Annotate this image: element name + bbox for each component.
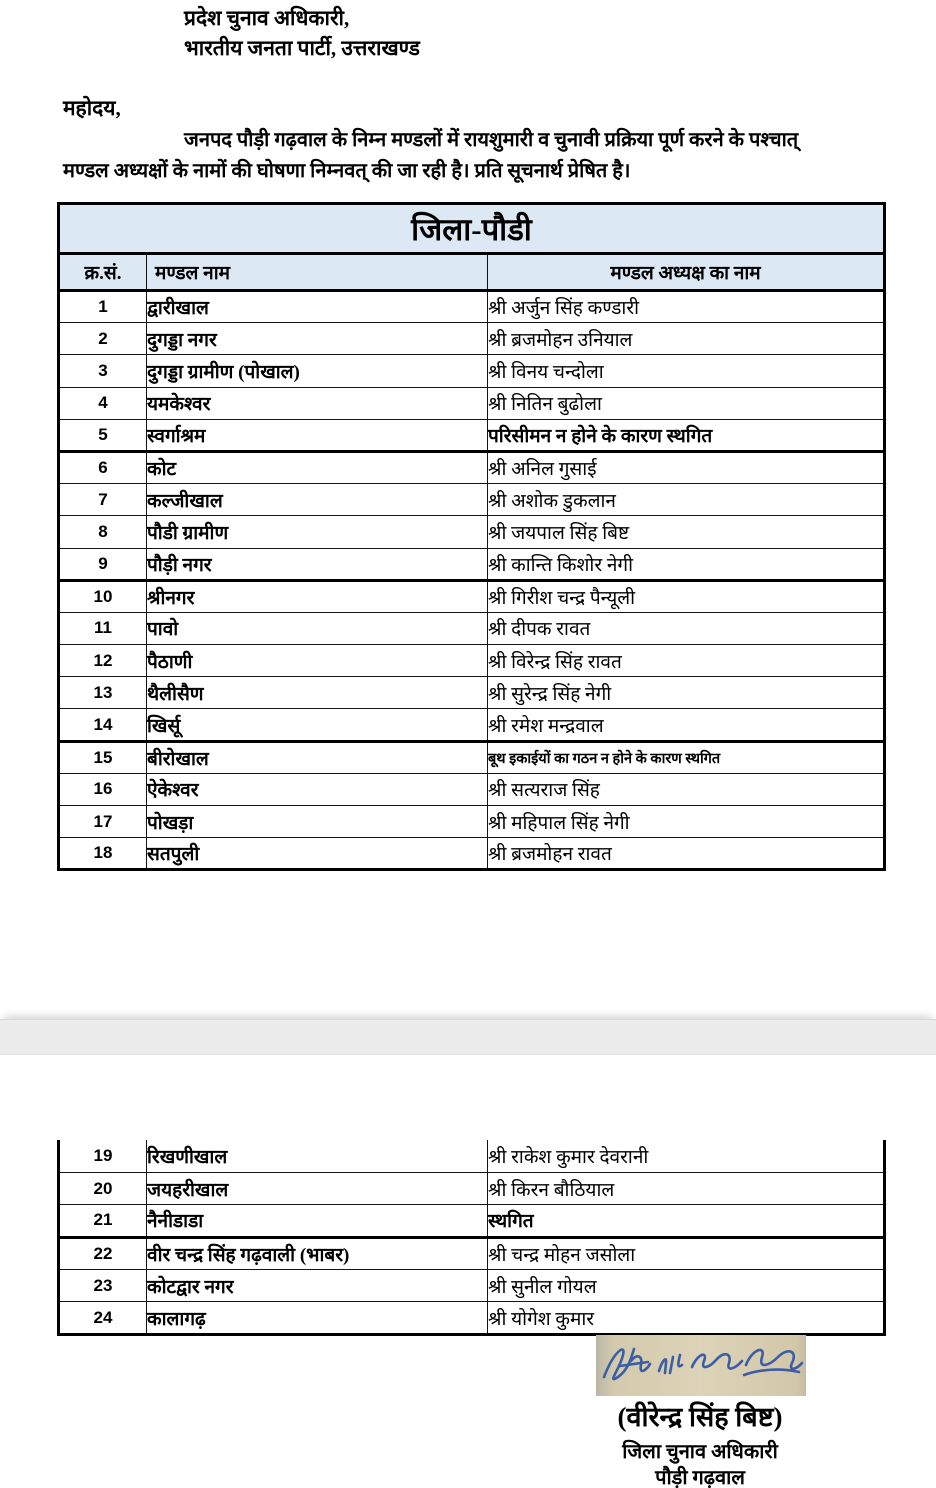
table-row [59, 355, 885, 387]
mandal-name-cell: बीरोखाल [147, 741, 488, 773]
signature-scribble [596, 1335, 806, 1396]
row-number-cell: 17 [59, 806, 147, 838]
row-number-cell: 15 [59, 741, 147, 773]
table-row [59, 709, 885, 741]
president-name-cell: श्री सत्यराज सिंह [488, 773, 885, 805]
row-number-cell: 10 [59, 580, 147, 612]
mandal-name-cell: थैलीसैण [147, 677, 488, 709]
table-row [59, 484, 885, 516]
mandal-name-cell: पौड़ी नगर [147, 548, 488, 580]
president-name-cell: श्री विनय चन्दोला [488, 355, 885, 387]
table-row [59, 1172, 885, 1204]
row-number-cell: 8 [59, 516, 147, 548]
table-row [59, 806, 885, 838]
table-row [59, 419, 885, 451]
table-header-row [59, 254, 885, 291]
mandal-name-cell: कोटद्वार नगर [147, 1270, 488, 1302]
table-row [59, 1140, 885, 1172]
mandal-name-cell: नैनीडाडा [147, 1205, 488, 1237]
table-row [59, 773, 885, 805]
president-name-cell: श्री अनिल गुसाई [488, 451, 885, 483]
president-name-cell: श्री अर्जुन सिंह कण्डारी [488, 291, 885, 323]
mandal-table-continued [57, 1140, 886, 1336]
president-name-cell: श्री ब्रजमोहन उनियाल [488, 323, 885, 355]
body-text-line2: मण्डल अध्यक्षों के नामों की घोषणा निम्नवत् की जा रही है। प्रति सूचनार्थ प्रेषित है। [63, 160, 631, 182]
president-name-cell: बूथ इकाईयों का गठन न होने के कारण स्थगित [488, 741, 885, 773]
mandal-name-cell: स्वर्गाश्रम [147, 419, 488, 451]
mandal-name-cell: खिर्सू [147, 709, 488, 741]
row-number-cell: 14 [59, 709, 147, 741]
salutation: महोदय, [63, 96, 121, 120]
table-row [59, 451, 885, 483]
president-name-cell: श्री राकेश कुमार देवरानी [488, 1140, 885, 1172]
mandal-name-cell: सतपुली [147, 838, 488, 870]
table-row [59, 516, 885, 548]
row-number-cell: 12 [59, 645, 147, 677]
row-number-cell: 23 [59, 1270, 147, 1302]
mandal-name-cell: वीर चन्द्र सिंह गढ़वाली (भाबर) [147, 1237, 488, 1269]
signature-image [596, 1335, 806, 1396]
mandal-name-cell: पोखड़ा [147, 806, 488, 838]
table-row [59, 323, 885, 355]
signatory-name: (वीरेन्द्र सिंह बिष्ट) [617, 1402, 783, 1432]
table-row [59, 1237, 885, 1269]
president-name-cell: श्री कान्ति किशोर नेगी [488, 548, 885, 580]
table-title: जिला-पौडी [59, 204, 885, 254]
president-name-cell: श्री रमेश मन्द्रवाल [488, 709, 885, 741]
table-row [59, 1302, 885, 1334]
row-number-cell: 22 [59, 1237, 147, 1269]
table-row [59, 548, 885, 580]
president-name-cell: श्री गिरीश चन्द्र पैन्यूली [488, 580, 885, 612]
table-title-row [59, 204, 885, 254]
table-row [59, 677, 885, 709]
mandal-name-cell: यमकेश्वर [147, 387, 488, 419]
table-row [59, 741, 885, 773]
row-number-cell: 7 [59, 484, 147, 516]
table-row [59, 838, 885, 870]
signatory-role: जिला चुनाव अधिकारी [622, 1441, 778, 1463]
header-president-name: मण्डल अध्यक्ष का नाम [488, 254, 885, 291]
sender-address-line1: प्रदेश चुनाव अधिकारी, [184, 6, 350, 30]
mandal-name-cell: ऐकेश्वर [147, 773, 488, 805]
row-number-cell: 2 [59, 323, 147, 355]
row-number-cell: 13 [59, 677, 147, 709]
president-name-cell: श्री महिपाल सिंह नेगी [488, 806, 885, 838]
table-row [59, 612, 885, 644]
mandal-name-cell: रिखणीखाल [147, 1140, 488, 1172]
row-number-cell: 3 [59, 355, 147, 387]
row-number-cell: 16 [59, 773, 147, 805]
page-separator [0, 1019, 936, 1055]
mandal-name-cell: द्वारीखाल [147, 291, 488, 323]
table-row [59, 387, 885, 419]
mandal-name-cell: पैठाणी [147, 645, 488, 677]
header-serial-number: क्र.सं. [59, 254, 147, 291]
mandal-name-cell: जयहरीखाल [147, 1172, 488, 1204]
president-name-cell: परिसीमन न होने के कारण स्थगित [488, 419, 885, 451]
signatory-place: पौड़ी गढ़वाल [655, 1467, 745, 1488]
president-name-cell: श्री अशोक डुकलान [488, 484, 885, 516]
mandal-name-cell: दुगड्डा नगर [147, 323, 488, 355]
row-number-cell: 5 [59, 419, 147, 451]
row-number-cell: 18 [59, 838, 147, 870]
district-table-page2 [57, 1140, 886, 1336]
president-name-cell: श्री दीपक रावत [488, 612, 885, 644]
mandal-name-cell: श्रीनगर [147, 580, 488, 612]
row-number-cell: 6 [59, 451, 147, 483]
table-row [59, 291, 885, 323]
president-name-cell: श्री किरन बौठियाल [488, 1172, 885, 1204]
table-row [59, 645, 885, 677]
mandal-name-cell: कल्जीखाल [147, 484, 488, 516]
table-row [59, 1205, 885, 1237]
row-number-cell: 20 [59, 1172, 147, 1204]
sender-address-line2: भारतीय जनता पार्टी, उत्तराखण्ड [184, 36, 420, 60]
table-row [59, 1270, 885, 1302]
mandal-name-cell: कालागढ़ [147, 1302, 488, 1334]
president-name-cell: श्री ब्रजमोहन रावत [488, 838, 885, 870]
president-name-cell: श्री सुरेन्द्र सिंह नेगी [488, 677, 885, 709]
president-name-cell: श्री योगेश कुमार [488, 1302, 885, 1334]
row-number-cell: 9 [59, 548, 147, 580]
row-number-cell: 4 [59, 387, 147, 419]
row-number-cell: 21 [59, 1205, 147, 1237]
president-name-cell: स्थगित [488, 1205, 885, 1237]
district-table-page1 [57, 202, 886, 871]
mandal-name-cell: कोट [147, 451, 488, 483]
president-name-cell: श्री जयपाल सिंह बिष्ट [488, 516, 885, 548]
president-name-cell: श्री चन्द्र मोहन जसोला [488, 1237, 885, 1269]
row-number-cell: 11 [59, 612, 147, 644]
mandal-name-cell: पौडी ग्रामीण [147, 516, 488, 548]
header-mandal-name: मण्डल नाम [147, 254, 488, 291]
president-name-cell: श्री नितिन बुढोला [488, 387, 885, 419]
president-name-cell: श्री सुनील गोयल [488, 1270, 885, 1302]
row-number-cell: 24 [59, 1302, 147, 1334]
table-row [59, 580, 885, 612]
row-number-cell: 19 [59, 1140, 147, 1172]
mandal-name-cell: पावो [147, 612, 488, 644]
mandal-name-cell: दुगड्डा ग्रामीण (पोखाल) [147, 355, 488, 387]
row-number-cell: 1 [59, 291, 147, 323]
body-text-line1: जनपद पौड़ी गढ़वाल के निम्न मण्डलों में रायशुमारी व चुनावी प्रक्रिया पूर्ण करने के पश्चात् [184, 129, 799, 151]
president-name-cell: श्री विरेन्द्र सिंह रावत [488, 645, 885, 677]
mandal-table [57, 202, 886, 871]
